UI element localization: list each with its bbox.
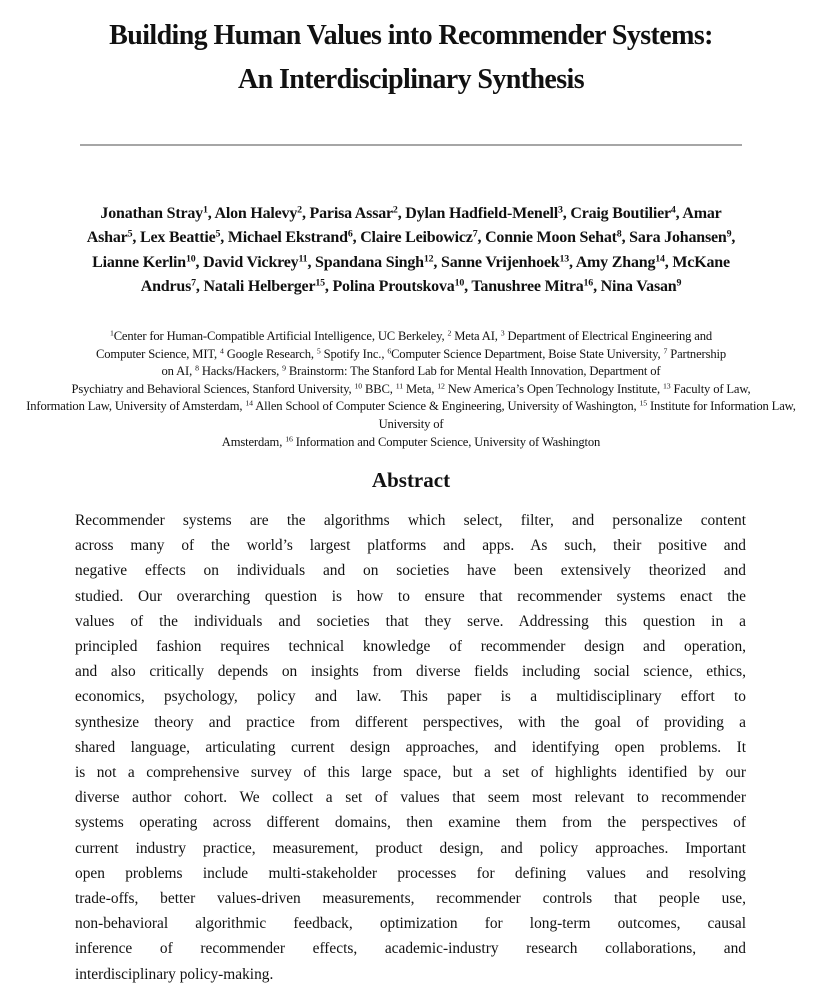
- author: Alon Halevy$^2$: [214, 204, 302, 222]
- author: Craig Boutilier$^4$: [570, 204, 676, 222]
- title-line: An Interdisciplinary Synthesis: [237, 64, 585, 95]
- author: Connie Moon Sehat$^8$: [485, 228, 622, 247]
- abstract-heading: Abstract: [371, 468, 451, 492]
- abstract-line: Recommender systems are the algorithms which select, filter, and personalize content: [75, 512, 746, 529]
- author: Tanushree Mitra$^{16}$: [471, 277, 594, 296]
- author: Michael Ekstrand$^6$: [227, 228, 353, 247]
- author: Natali Helberger$^{15}$: [203, 277, 325, 296]
- abstract-line: inference of recommender effects, academic-industry research collaborations, and: [75, 940, 746, 958]
- author: Sanne Vrijenhoek$^{13}$: [441, 253, 569, 271]
- author: Spandana Singh$^{12}$: [315, 253, 434, 271]
- abstract-line: shared language, articulating current design approaches, and identifying open problems. It: [75, 738, 746, 756]
- abstract-line: principled fashion requires technical knowledge of recommender design and operation,: [75, 638, 746, 656]
- author: Claire Leibowicz$^7$: [360, 228, 478, 247]
- abstract-line: open problems include multi-stakeholder processes for defining values and resolving: [75, 864, 746, 882]
- affiliation-line: $^1$Center for Human-Compatible Artificial Intelligence, UC Berkeley, $^2$ Meta AI, $^3$ Department of Electrical Engineering and: [109, 328, 713, 343]
- title-divider: [80, 144, 742, 146]
- abstract-line: and also critically depends on insights from diverse fields including social science, ethics,: [75, 663, 746, 681]
- author: Amy Zhang$^{14}$: [575, 253, 665, 271]
- abstract-line: is not a comprehensive survey of this large space, but a set of highlights identified by our: [75, 764, 746, 782]
- abstract-line: trade-offs, better values-driven measurements, recommender controls that people use,: [75, 890, 746, 908]
- abstract-line: across many of the world’s largest platforms and apps. As such, their positive and: [75, 537, 746, 555]
- abstract-line: negative effects on individuals and on societies have been extensively theorized and: [75, 562, 746, 580]
- author: Lex Beattie$^5$: [139, 228, 221, 247]
- abstract-line: synthesize theory and practice from different perspectives, with the goal of providing a: [75, 713, 746, 731]
- abstract-line: systems operating across different domains, then examine them from the perspectives of: [75, 814, 746, 832]
- author-list: [20, 202, 802, 300]
- abstract-line: interdisciplinary policy-making.: [75, 965, 274, 983]
- author: Nina Vasan$^9$: [600, 277, 682, 296]
- affiliations: [8, 328, 814, 451]
- author: Dylan Hadfield-Menell$^3$: [405, 204, 563, 222]
- paper-title: [0, 14, 822, 102]
- abstract-body: [75, 508, 746, 987]
- affiliation-line: Amsterdam, $^{16}$ Information and Computer Science, University of Washington: [221, 434, 601, 449]
- author-split-second: Ashar$^5$: [86, 228, 133, 247]
- author: Sara Johansen$^9$: [629, 228, 732, 247]
- title-line: Building Human Values into Recommender Systems:: [109, 20, 713, 51]
- abstract-line: diverse author cohort. We collect a set of values that seem most relevant to recommender: [75, 789, 746, 807]
- abstract-line: current industry practice, measurement, product design, and policy approaches. Important: [75, 839, 746, 857]
- author-line: Jonathan Stray$^1$, Alon Halevy$^2$, Parisa Assar$^2$, Dylan Hadfield-Menell$^3$, Craig Boutilier$^4$, Amar: [100, 204, 722, 222]
- author-line: Ashar$^5$, Lex Beattie$^5$, Michael Ekstrand$^6$, Claire Leibowicz$^7$, Connie Moon Sehat$^8$, Sara Johansen$^9$,: [86, 228, 736, 247]
- author-split-first: McKane: [672, 253, 730, 271]
- author-line: Lianne Kerlin$^{10}$, David Vickrey$^{11}$, Spandana Singh$^{12}$, Sanne Vrijenhoek$^{13}$, Amy Zhang$^{14}$, McKane: [92, 253, 730, 271]
- affiliation-line: Psychiatry and Behavioral Sciences, Stanford University, $^{10}$ BBC, $^{11}$ Meta, $^{12}$ New America’s Open Technology Institute, $^{13}$ Faculty of Law,: [71, 381, 751, 396]
- author: David Vickrey$^{11}$: [203, 253, 308, 271]
- author: Polina Proutskova$^{10}$: [332, 277, 465, 296]
- abstract-line: values of the individuals and societies that they serve. Addressing this question in a: [75, 612, 746, 630]
- author: Jonathan Stray$^1$: [100, 204, 208, 222]
- affiliation-line: Computer Science, MIT, $^4$ Google Research, $^5$ Spotify Inc., $^6$Computer Science Department, Boise State University, $^7$ Partnership: [96, 346, 726, 361]
- abstract-line: non-behavioral algorithmic feedback, optimization for long-term outcomes, causal: [75, 915, 746, 933]
- author-split-first: Amar: [682, 205, 722, 222]
- author-line: Andrus$^7$, Natali Helberger$^{15}$, Polina Proutskova$^{10}$, Tanushree Mitra$^{16}$, Nina Vasan$^9$: [140, 277, 682, 296]
- abstract-line: economics, psychology, policy and law. This paper is a multidisciplinary effort to: [75, 688, 746, 706]
- affiliation-line: Information Law, University of Amsterdam, $^{14}$ Allen School of Computer Science & Engineering, University of Washington, $^{15}$ Institute for Information Law, University of: [26, 399, 796, 431]
- abstract-line: studied. Our overarching question is how to ensure that recommender systems enact the: [75, 587, 746, 605]
- author-split-second: Andrus$^7$: [140, 277, 196, 296]
- affiliation-line: on AI, $^8$ Hacks/Hackers, $^9$ Brainstorm: The Stanford Lab for Mental Health Innovation, Department of: [161, 363, 661, 379]
- author: Lianne Kerlin$^{10}$: [92, 253, 196, 271]
- author: Parisa Assar$^2$: [309, 204, 398, 222]
